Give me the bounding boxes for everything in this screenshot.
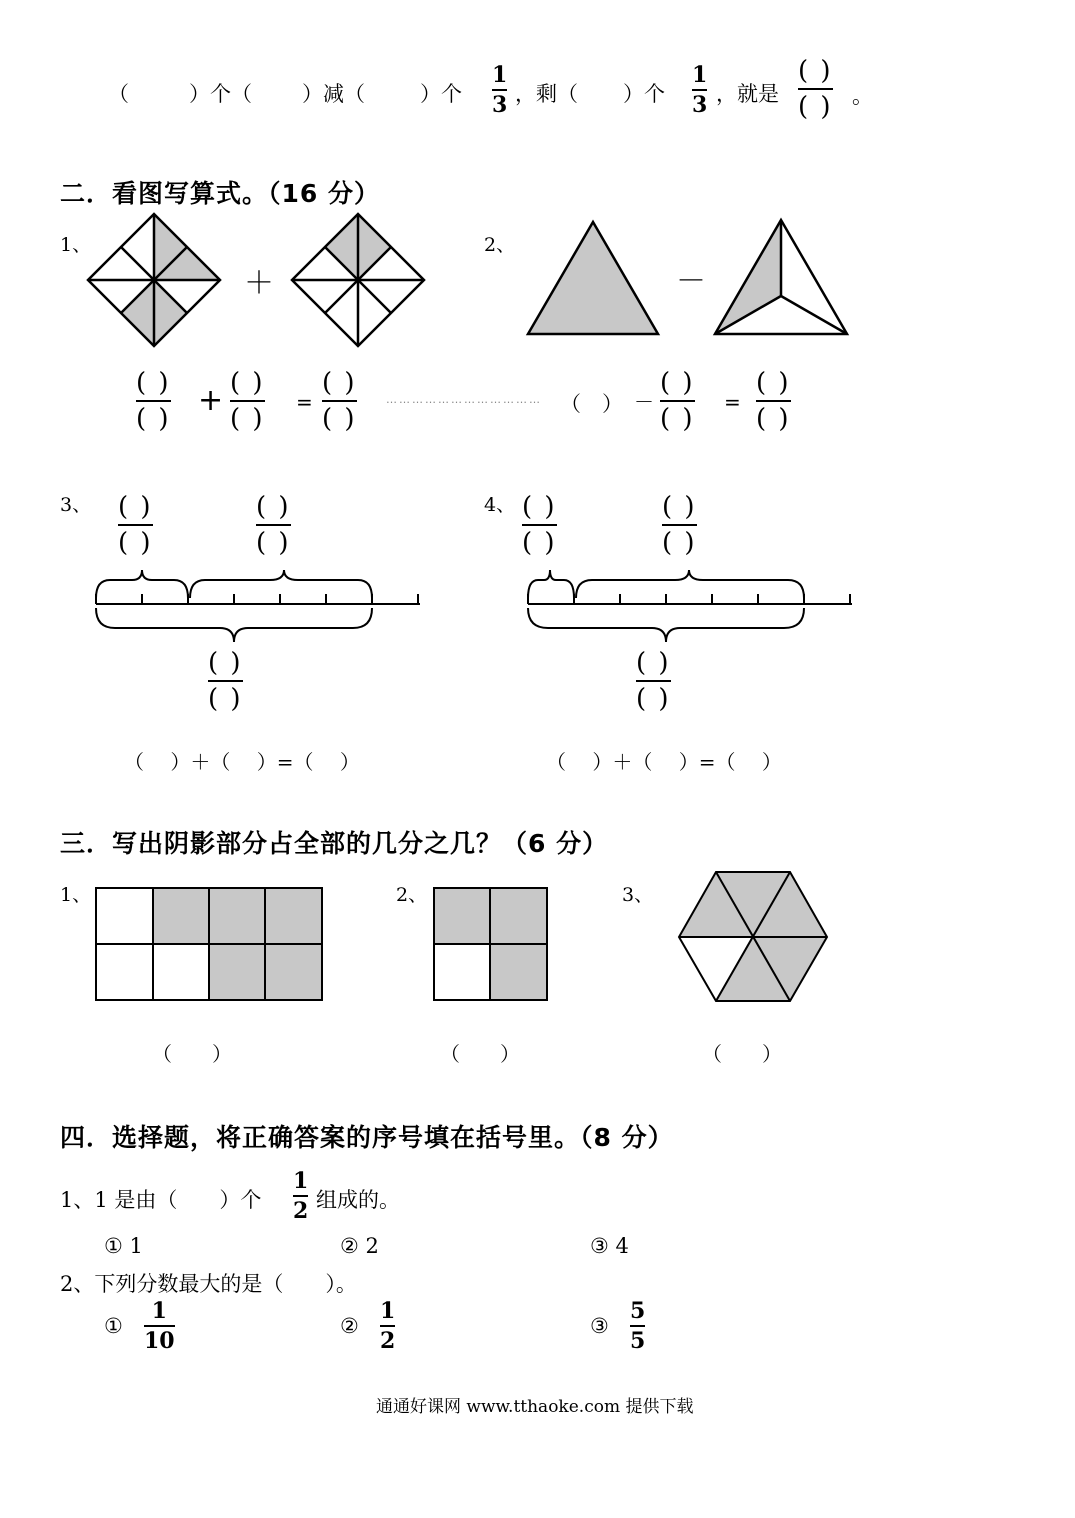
section-3-title: 三．写出阴影部分占全部的几分之几？（6 分） [60,829,609,858]
s4-q1-text: 1、1 是由（ ）个 [60,1188,262,1212]
s2-item-4: 4、 [484,494,516,516]
answer-fraction-2a: ( ) ( ) [660,368,695,434]
number-line-3 [96,570,420,642]
s4-q2-text: 2、下列分数最大的是（ ）。 [60,1272,357,1296]
s4-q2-fraction-3: 5 5 [630,1298,646,1354]
plus-sign: ＋ [244,266,274,301]
s3-item-3: 3、 [622,884,654,906]
subtract-blank: （ ） [560,392,623,416]
answer-fraction-1a: ( ) ( ) [136,368,171,434]
answer-fraction-top: ( ) ( ) [798,56,833,122]
diamond-figure-1 [88,214,220,346]
nl4-bottom-fraction: ( ) ( ) [636,648,671,714]
s4-q1-option-3: ③ 4 [590,1234,629,1258]
triangle-figure-thirds [715,220,847,334]
s4-q2-mark-3: ③ [590,1314,609,1338]
s3-answer-1: （ ） [152,1042,232,1066]
nl4-top-left-fraction: ( ) ( ) [522,492,557,558]
section-4-title: 四．选择题，将正确答案的序号填在括号里。（8 分） [60,1123,674,1152]
s3-answer-2: （ ） [440,1042,520,1066]
s4-q1-option-2: ② 2 [340,1234,379,1258]
number-line-4 [528,570,852,642]
op-eq-2: = [724,390,741,414]
answer-fraction-1b: ( ) ( ) [230,368,265,434]
s4-q1-tail: 组成的。 [316,1188,400,1212]
top-question-line: （ ）个（ ）减（ ）个 [108,82,462,106]
s2-item-1: 1、 [60,234,92,256]
s3-item-2: 2、 [396,884,428,906]
answer-fraction-2b: ( ) ( ) [756,368,791,434]
grid-figure-2 [434,888,547,1000]
grid-figure-1 [96,888,322,1000]
s4-q1-option-1: ① 1 [104,1234,143,1258]
triangle-figure-full [528,222,658,334]
s2-item-2: 2、 [484,234,516,256]
section-2-title: 二．看图写算式。（16 分） [60,179,380,208]
nl4-top-right-fraction: ( ) ( ) [662,492,697,558]
s2-item-3: 3、 [60,494,92,516]
minus-sign: － [676,264,706,299]
s4-q2-fraction-1: 1 10 [144,1298,175,1354]
equation-3: （ ）＋（ ）=（ ） [124,750,360,774]
op-plus-1: + [198,383,224,418]
s4-q2-fraction-2: 1 2 [380,1298,396,1354]
answer-fraction-1c: ( ) ( ) [322,368,357,434]
s3-item-1: 1、 [60,884,92,906]
s4-q1-fraction: 1 2 [293,1168,309,1224]
hexagon-figure [679,872,827,1001]
s4-q2-mark-2: ② [340,1314,359,1338]
dotted-leader: ……………………………… [386,393,542,406]
top-question-tail: ，就是 [716,82,779,106]
top-question-mid: ，剩（ ）个 [515,82,665,106]
s4-q2-mark-1: ① [104,1314,123,1338]
nl3-bottom-fraction: ( ) ( ) [208,648,243,714]
nl3-top-right-fraction: ( ) ( ) [256,492,291,558]
fraction-one-third-a: 1 3 [492,62,508,118]
op-minus-2: － [634,390,654,414]
op-eq-1: = [296,390,313,414]
equation-4: （ ）＋（ ）=（ ） [546,750,782,774]
top-question-end: 。 [852,84,873,108]
diamond-figure-2 [292,214,424,346]
fraction-one-third-b: 1 3 [692,62,708,118]
footer-credit: 通通好课网 www.tthaoke.com 提供下载 [376,1397,694,1417]
s3-answer-3: （ ） [702,1042,782,1066]
nl3-top-left-fraction: ( ) ( ) [118,492,153,558]
